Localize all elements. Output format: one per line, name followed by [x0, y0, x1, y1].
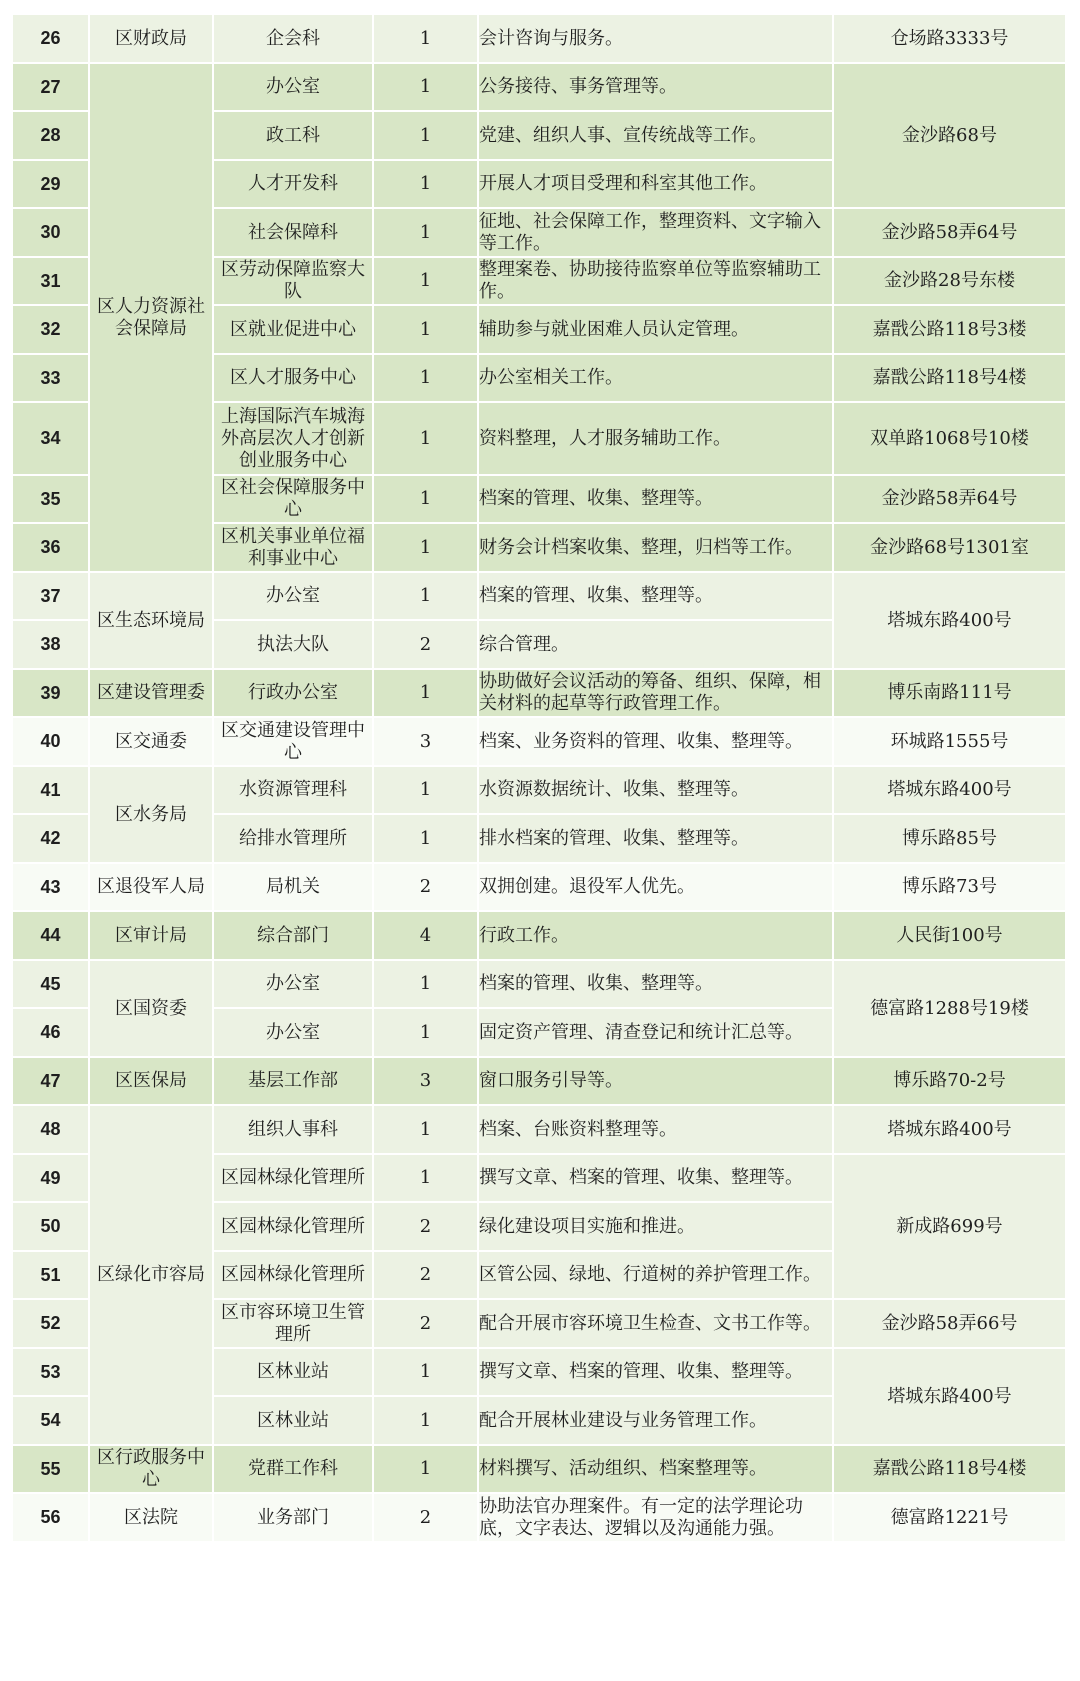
row-number: 44: [13, 912, 90, 961]
unit-cell: 办公室: [214, 64, 374, 112]
unit-cell: 区交通建设管理中心: [214, 718, 374, 767]
row-number: 53: [13, 1349, 90, 1397]
unit-cell: 区园林绿化管理所: [214, 1155, 374, 1203]
count-cell: 2: [374, 1252, 479, 1300]
count-cell: 1: [374, 961, 479, 1009]
department-cell: 区退役军人局: [90, 864, 214, 912]
unit-cell: 区市容环境卫生管理所: [214, 1300, 374, 1349]
department-cell: 区审计局: [90, 912, 214, 961]
address-cell: 金沙路58弄66号: [834, 1300, 1067, 1349]
count-cell: 2: [374, 621, 479, 670]
row-number: 46: [13, 1009, 90, 1058]
address-cell: 仓场路3333号: [834, 15, 1067, 64]
row-number: 48: [13, 1106, 90, 1155]
table-row: [13, 767, 1067, 815]
address-cell: 德富路1288号19楼: [834, 961, 1067, 1058]
unit-cell: 区人才服务中心: [214, 355, 374, 403]
unit-cell: 区林业站: [214, 1397, 374, 1446]
department-cell: 区绿化市容局: [90, 1106, 214, 1446]
task-cell: 公务接待、事务管理等。: [479, 64, 834, 112]
address-cell: 博乐路85号: [834, 815, 1067, 864]
address-cell: 嘉戬公路118号4楼: [834, 355, 1067, 403]
task-cell: 档案的管理、收集、整理等。: [479, 476, 834, 524]
unit-cell: 区机关事业单位福利事业中心: [214, 524, 374, 573]
unit-cell: 办公室: [214, 961, 374, 1009]
task-cell: 材料撰写、活动组织、档案整理等。: [479, 1446, 834, 1494]
unit-cell: 区社会保障服务中心: [214, 476, 374, 524]
row-number: 29: [13, 161, 90, 209]
task-cell: 财务会计档案收集、整理，归档等工作。: [479, 524, 834, 573]
table-row: [13, 64, 1067, 112]
table-row: [13, 864, 1067, 912]
row-number: 42: [13, 815, 90, 864]
row-number: 28: [13, 112, 90, 161]
unit-cell: 局机关: [214, 864, 374, 912]
unit-cell: 区劳动保障监察大队: [214, 258, 374, 306]
address-cell: 金沙路68号: [834, 64, 1067, 209]
row-number: 32: [13, 306, 90, 355]
unit-cell: 政工科: [214, 112, 374, 161]
count-cell: 1: [374, 161, 479, 209]
task-cell: 党建、组织人事、宣传统战等工作。: [479, 112, 834, 161]
task-cell: 档案的管理、收集、整理等。: [479, 573, 834, 621]
task-cell: 配合开展林业建设与业务管理工作。: [479, 1397, 834, 1446]
task-cell: 征地、社会保障工作，整理资料、文字输入等工作。: [479, 209, 834, 258]
unit-cell: 企会科: [214, 15, 374, 64]
address-cell: 塔城东路400号: [834, 1349, 1067, 1446]
row-number: 27: [13, 64, 90, 112]
row-number: 45: [13, 961, 90, 1009]
table-row: [13, 670, 1067, 718]
row-number: 30: [13, 209, 90, 258]
count-cell: 1: [374, 1349, 479, 1397]
department-cell: 区国资委: [90, 961, 214, 1058]
row-number: 49: [13, 1155, 90, 1203]
address-cell: 嘉戬公路118号3楼: [834, 306, 1067, 355]
unit-cell: 上海国际汽车城海外高层次人才创新创业服务中心: [214, 403, 374, 476]
row-number: 33: [13, 355, 90, 403]
unit-cell: 区园林绿化管理所: [214, 1252, 374, 1300]
task-cell: 资料整理，人才服务辅助工作。: [479, 403, 834, 476]
unit-cell: 水资源管理科: [214, 767, 374, 815]
count-cell: 1: [374, 1397, 479, 1446]
unit-cell: 执法大队: [214, 621, 374, 670]
row-number: 40: [13, 718, 90, 767]
address-cell: 塔城东路400号: [834, 767, 1067, 815]
table-row: [13, 1494, 1067, 1543]
count-cell: 1: [374, 1446, 479, 1494]
position-table: [13, 15, 1067, 1543]
count-cell: 2: [374, 1300, 479, 1349]
count-cell: 1: [374, 767, 479, 815]
address-cell: 嘉戬公路118号4楼: [834, 1446, 1067, 1494]
task-cell: 排水档案的管理、收集、整理等。: [479, 815, 834, 864]
task-cell: 辅助参与就业困难人员认定管理。: [479, 306, 834, 355]
address-cell: 博乐路70-2号: [834, 1058, 1067, 1106]
table-row: [13, 573, 1067, 621]
unit-cell: 区园林绿化管理所: [214, 1203, 374, 1252]
task-cell: 窗口服务引导等。: [479, 1058, 834, 1106]
row-number: 54: [13, 1397, 90, 1446]
row-number: 35: [13, 476, 90, 524]
table-row: [13, 718, 1067, 767]
row-number: 37: [13, 573, 90, 621]
task-cell: 固定资产管理、清查登记和统计汇总等。: [479, 1009, 834, 1058]
unit-cell: 区就业促进中心: [214, 306, 374, 355]
address-cell: 环城路1555号: [834, 718, 1067, 767]
row-number: 51: [13, 1252, 90, 1300]
count-cell: 1: [374, 670, 479, 718]
task-cell: 档案、业务资料的管理、收集、整理等。: [479, 718, 834, 767]
task-cell: 开展人才项目受理和科室其他工作。: [479, 161, 834, 209]
department-cell: 区财政局: [90, 15, 214, 64]
task-cell: 绿化建设项目实施和推进。: [479, 1203, 834, 1252]
unit-cell: 行政办公室: [214, 670, 374, 718]
task-cell: 水资源数据统计、收集、整理等。: [479, 767, 834, 815]
unit-cell: 办公室: [214, 573, 374, 621]
task-cell: 撰写文章、档案的管理、收集、整理等。: [479, 1155, 834, 1203]
task-cell: 综合管理。: [479, 621, 834, 670]
address-cell: 人民街100号: [834, 912, 1067, 961]
unit-cell: 组织人事科: [214, 1106, 374, 1155]
count-cell: 2: [374, 1203, 479, 1252]
table-row: [13, 1106, 1067, 1155]
table-row: [13, 1446, 1067, 1494]
unit-cell: 社会保障科: [214, 209, 374, 258]
department-cell: 区水务局: [90, 767, 214, 864]
count-cell: 1: [374, 1106, 479, 1155]
department-cell: 区建设管理委: [90, 670, 214, 718]
task-cell: 撰写文章、档案的管理、收集、整理等。: [479, 1349, 834, 1397]
address-cell: 金沙路28号东楼: [834, 258, 1067, 306]
count-cell: 4: [374, 912, 479, 961]
row-number: 39: [13, 670, 90, 718]
row-number: 34: [13, 403, 90, 476]
department-cell: 区医保局: [90, 1058, 214, 1106]
row-number: 38: [13, 621, 90, 670]
department-cell: 区行政服务中心: [90, 1446, 214, 1494]
count-cell: 1: [374, 15, 479, 64]
count-cell: 1: [374, 209, 479, 258]
count-cell: 2: [374, 864, 479, 912]
unit-cell: 办公室: [214, 1009, 374, 1058]
address-cell: 博乐路73号: [834, 864, 1067, 912]
address-cell: 塔城东路400号: [834, 1106, 1067, 1155]
task-cell: 双拥创建。退役军人优先。: [479, 864, 834, 912]
task-cell: 行政工作。: [479, 912, 834, 961]
task-cell: 配合开展市容环境卫生检查、文书工作等。: [479, 1300, 834, 1349]
task-cell: 区管公园、绿地、行道树的养护管理工作。: [479, 1252, 834, 1300]
count-cell: 1: [374, 306, 479, 355]
unit-cell: 给排水管理所: [214, 815, 374, 864]
unit-cell: 党群工作科: [214, 1446, 374, 1494]
address-cell: 塔城东路400号: [834, 573, 1067, 670]
table-row: [13, 912, 1067, 961]
count-cell: 1: [374, 355, 479, 403]
department-cell: 区交通委: [90, 718, 214, 767]
address-cell: 金沙路68号1301室: [834, 524, 1067, 573]
count-cell: 1: [374, 1009, 479, 1058]
count-cell: 3: [374, 1058, 479, 1106]
table-row: [13, 15, 1067, 64]
unit-cell: 综合部门: [214, 912, 374, 961]
address-cell: 博乐南路111号: [834, 670, 1067, 718]
row-number: 52: [13, 1300, 90, 1349]
count-cell: 1: [374, 1155, 479, 1203]
row-number: 41: [13, 767, 90, 815]
table-row: [13, 961, 1067, 1009]
count-cell: 1: [374, 476, 479, 524]
count-cell: 2: [374, 1494, 479, 1543]
task-cell: 办公室相关工作。: [479, 355, 834, 403]
address-cell: 德富路1221号: [834, 1494, 1067, 1543]
row-number: 50: [13, 1203, 90, 1252]
count-cell: 1: [374, 524, 479, 573]
row-number: 56: [13, 1494, 90, 1543]
task-cell: 档案、台账资料整理等。: [479, 1106, 834, 1155]
count-cell: 1: [374, 64, 479, 112]
task-cell: 协助做好会议活动的筹备、组织、保障，相关材料的起草等行政管理工作。: [479, 670, 834, 718]
address-cell: 金沙路58弄64号: [834, 476, 1067, 524]
row-number: 55: [13, 1446, 90, 1494]
address-cell: 新成路699号: [834, 1155, 1067, 1300]
table-row: [13, 1058, 1067, 1106]
row-number: 47: [13, 1058, 90, 1106]
department-cell: 区生态环境局: [90, 573, 214, 670]
count-cell: 1: [374, 815, 479, 864]
task-cell: 会计咨询与服务。: [479, 15, 834, 64]
count-cell: 1: [374, 573, 479, 621]
count-cell: 1: [374, 112, 479, 161]
unit-cell: 基层工作部: [214, 1058, 374, 1106]
unit-cell: 人才开发科: [214, 161, 374, 209]
row-number: 26: [13, 15, 90, 64]
count-cell: 1: [374, 403, 479, 476]
department-cell: 区法院: [90, 1494, 214, 1543]
address-cell: 双单路1068号10楼: [834, 403, 1067, 476]
row-number: 31: [13, 258, 90, 306]
unit-cell: 区林业站: [214, 1349, 374, 1397]
row-number: 43: [13, 864, 90, 912]
task-cell: 档案的管理、收集、整理等。: [479, 961, 834, 1009]
count-cell: 1: [374, 258, 479, 306]
unit-cell: 业务部门: [214, 1494, 374, 1543]
task-cell: 协助法官办理案件。有一定的法学理论功底，文字表达、逻辑以及沟通能力强。: [479, 1494, 834, 1543]
row-number: 36: [13, 524, 90, 573]
department-cell: 区人力资源社会保障局: [90, 64, 214, 573]
count-cell: 3: [374, 718, 479, 767]
task-cell: 整理案卷、协助接待监察单位等监察辅助工作。: [479, 258, 834, 306]
address-cell: 金沙路58弄64号: [834, 209, 1067, 258]
